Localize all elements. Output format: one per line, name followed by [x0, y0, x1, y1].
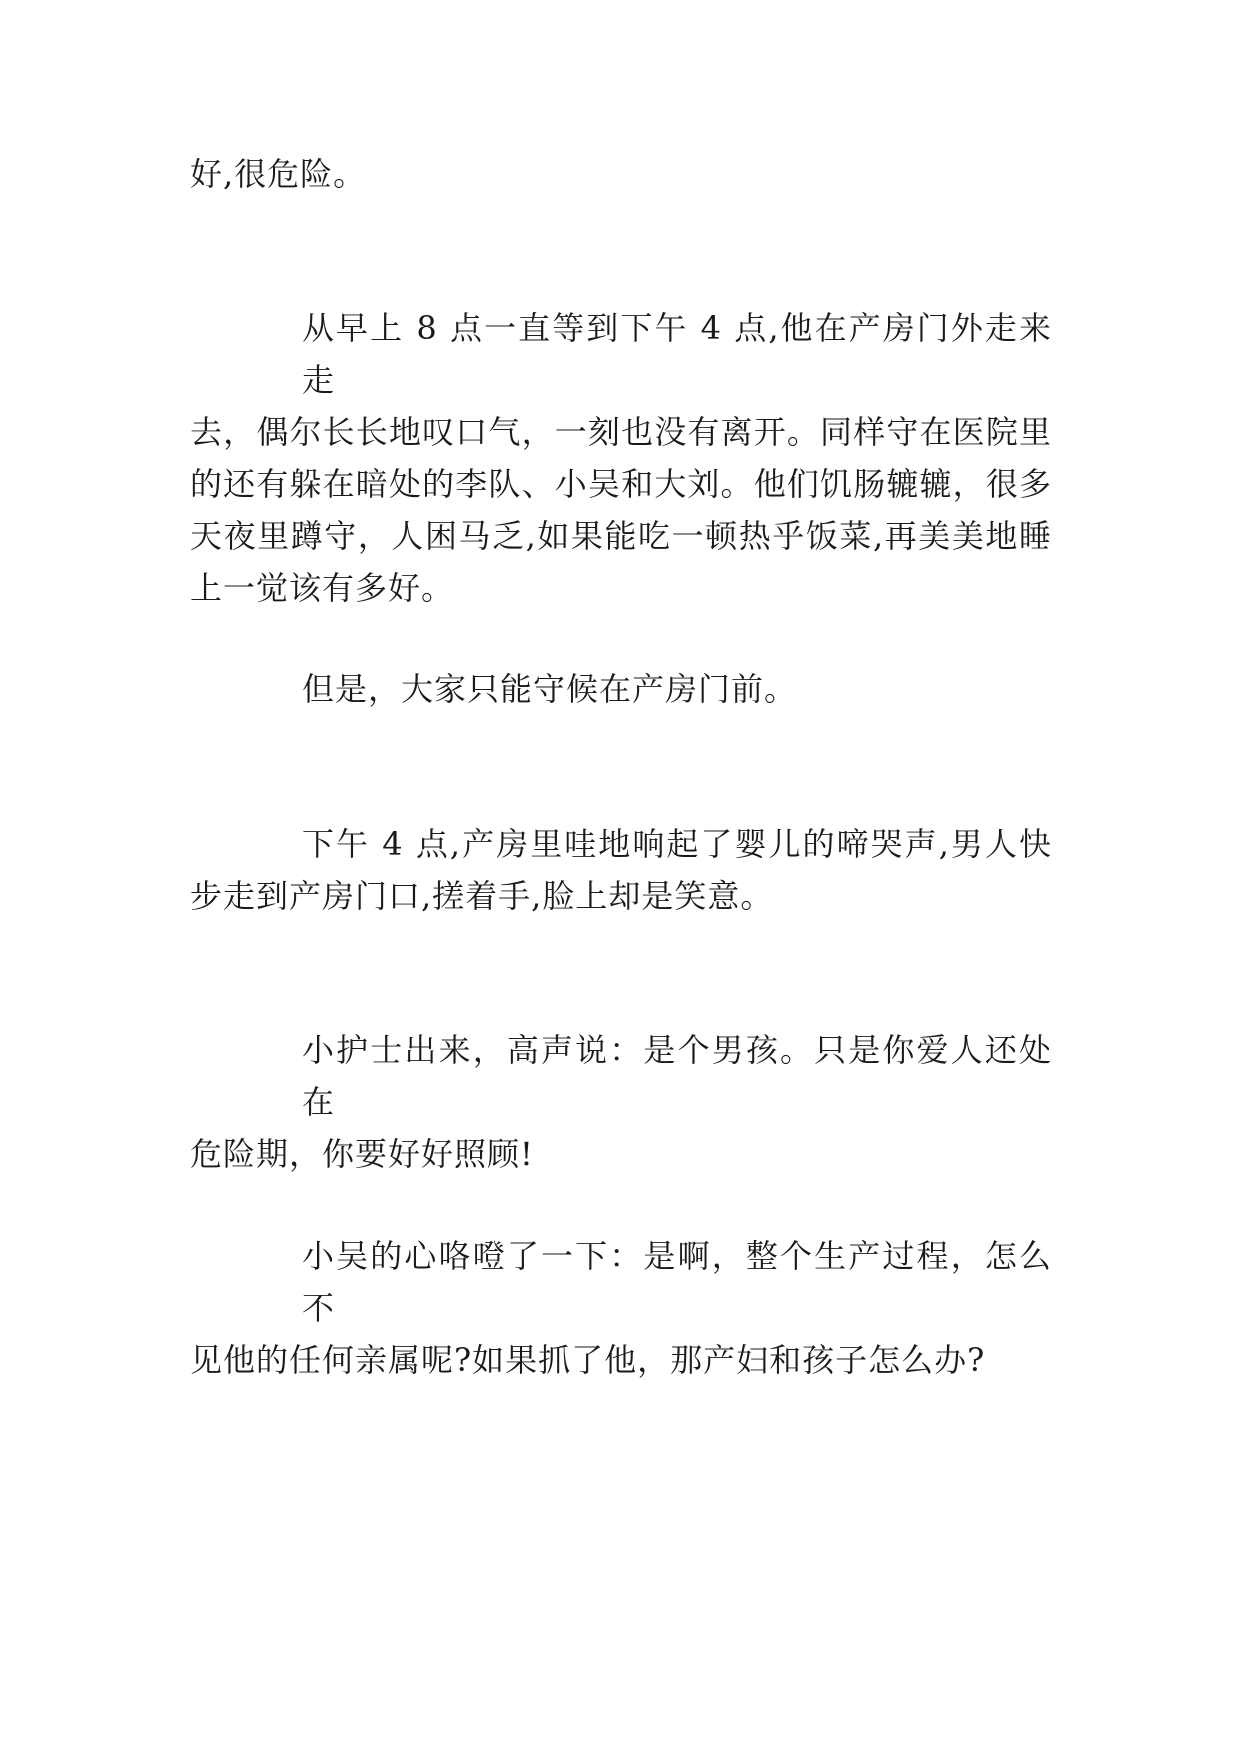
text-line: 小吴的心咯噔了一下：是啊，整个生产过程，怎么不 — [302, 1237, 1052, 1327]
text-line: 危险期，你要好好照顾! — [190, 1135, 534, 1173]
text-line: 下午 4 点,产房里哇地响起了婴儿的啼哭声,男人快 — [302, 825, 1052, 863]
paragraph-4 — [190, 818, 1052, 922]
paragraph-2 — [190, 302, 1052, 614]
paragraph-5 — [190, 1024, 1052, 1180]
text-line: 小护士出来，高声说：是个男孩。只是你爱人还处在 — [302, 1031, 1052, 1121]
text-line: 但是，大家只能守候在产房门前。 — [302, 670, 798, 708]
paragraph-3 — [190, 663, 1052, 715]
text-line: 去，偶尔长长地叹口气，一刻也没有离开。同样守在医院里 — [190, 413, 1052, 451]
text-line: 见他的任何亲属呢?如果抓了他，那产妇和孩子怎么办? — [190, 1341, 986, 1379]
paragraph-1 — [190, 148, 1052, 200]
text-line: 天夜里蹲守，人困马乏,如果能吃一顿热乎饭菜,再美美地睡 — [190, 517, 1052, 555]
paragraph-6 — [190, 1230, 1052, 1386]
text-line: 好,很危险。 — [190, 155, 367, 193]
text-line: 步走到产房门口,搓着手,脸上却是笑意。 — [190, 877, 774, 915]
text-line: 上一觉该有多好。 — [190, 569, 455, 607]
text-line: 从早上 8 点一直等到下午 4 点,他在产房门外走来走 — [302, 309, 1052, 399]
text-line: 的还有躲在暗处的李队、小吴和大刘。他们饥肠辘辘，很多 — [190, 465, 1052, 503]
